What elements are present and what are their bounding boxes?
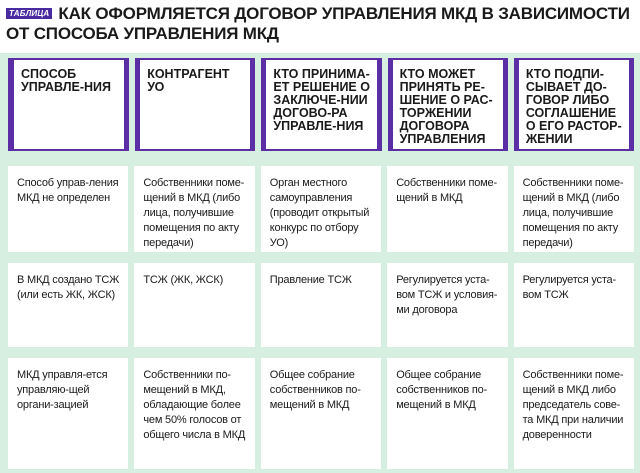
table-title (6, 4, 634, 43)
table-cell: Общее собрание собственников по-мещений в МКД (387, 358, 507, 469)
header-cell-method: СПОСОБ УПРАВЛЕ-НИЯ (8, 58, 129, 151)
table-cell: Способ управ-ления МКД не определен (8, 166, 128, 252)
table-header-row (8, 58, 634, 151)
table-cell: Общее собрание собственников по-мещений в МКД (261, 358, 381, 469)
table-cell: Собственники поме-щений в МКД (либо лица, получившие помещения по акту передачи) (134, 166, 254, 252)
title-line-2: ОТ СПОСОБА УПРАВЛЕНИЯ МКД (6, 24, 279, 43)
table-cell: В МКД создано ТСЖ (или есть ЖК, ЖСК) (8, 263, 128, 347)
table-cell: Правление ТСЖ (261, 263, 381, 347)
table-cell: Орган местного самоуправления (проводит открытый конкурс по отбору УО) (261, 166, 381, 252)
table-cell: МКД управля-ется управляю-щей органи-зацией (8, 358, 128, 469)
table-cell: Собственники по-мещений в МКД, обладающие более чем 50% голосов от общего числа в МКД (134, 358, 254, 469)
table-body (8, 166, 634, 469)
table-cell: Собственники поме-щений в МКД либо председатель сове-та МКД при наличии доверенности (514, 358, 634, 469)
header-cell-counterparty: КОНТРАГЕНТ УО (135, 58, 255, 151)
table-tag-label: ТАБЛИЦА (6, 8, 52, 19)
table-cell: Регулируется уста-вом ТСЖ (514, 263, 634, 347)
table-cell: Собственники поме-щений в МКД (387, 166, 507, 252)
table-cell: ТСЖ (ЖК, ЖСК) (134, 263, 254, 347)
header-cell-decision-conclusion: КТО ПРИНИМА-ЕТ РЕШЕНИЕ О ЗАКЛЮЧЕ-НИИ ДОГОВО-РА УПРАВЛЕ-НИЯ (261, 58, 381, 151)
table-cell: Собственники поме-щений в МКД (либо лица, получившие помещения по акту передачи) (514, 166, 634, 252)
title-line-1: КАК ОФОРМЛЯЕТСЯ ДОГОВОР УПРАВЛЕНИЯ МКД В ЗАВИСИМОСТИ (58, 4, 630, 23)
header-cell-signatory: КТО ПОДПИ-СЫВАЕТ ДО-ГОВОР ЛИБО СОГЛАШЕНИЕ О ЕГО РАСТОР-ЖЕНИИ (514, 58, 634, 151)
table-cell: Регулируется уста-вом ТСЖ и условия-ми договора (387, 263, 507, 347)
header-cell-decision-termination: КТО МОЖЕТ ПРИНЯТЬ РЕ-ШЕНИЕ О РАС-ТОРЖЕНИИ ДОГОВОРА УПРАВЛЕНИЯ (388, 58, 508, 151)
